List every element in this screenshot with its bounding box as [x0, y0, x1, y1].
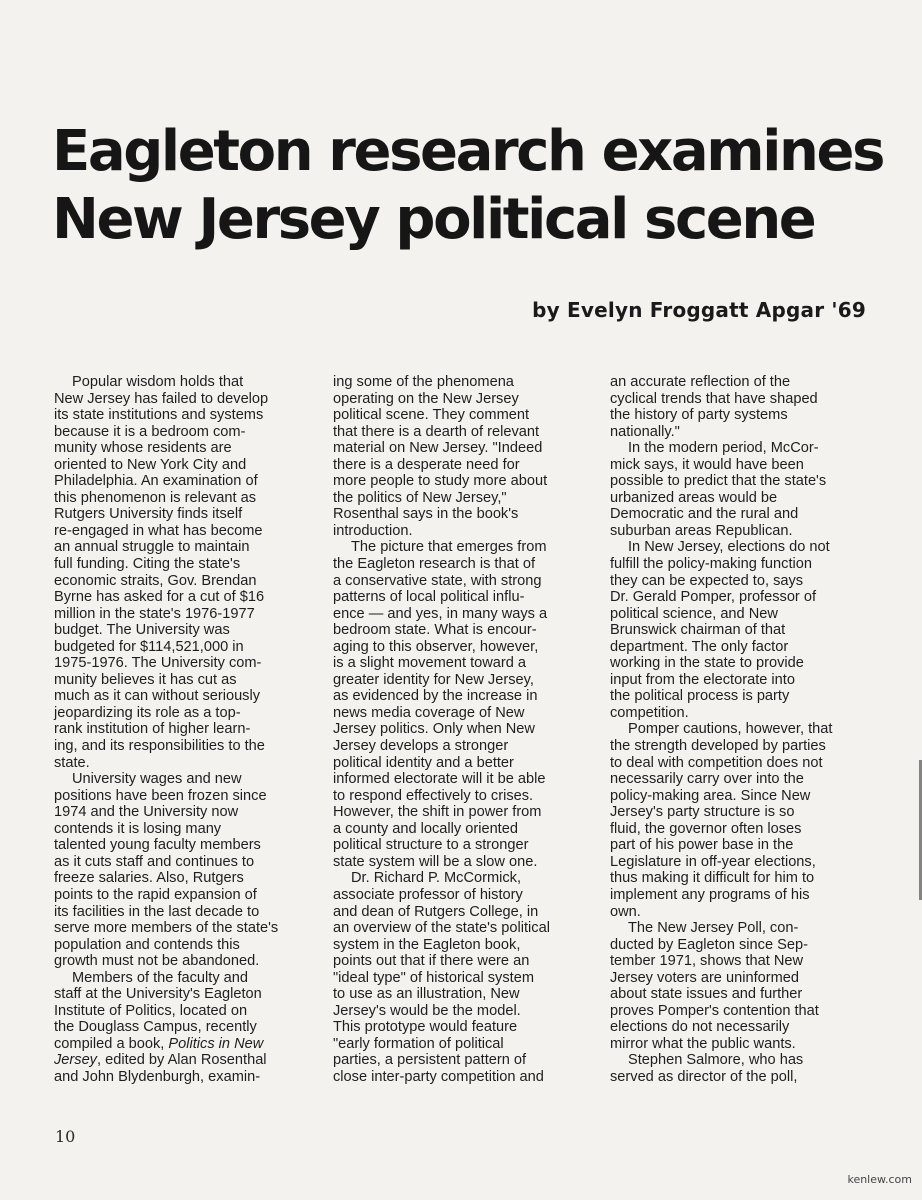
text-line: to deal with competition does not: [610, 754, 823, 771]
text-line: they can be expected to, says: [610, 572, 804, 589]
text-line: tember 1971, shows that New: [610, 953, 804, 970]
text-line: Brunswick chairman of that: [610, 622, 786, 639]
text-line: elections do not necessarily: [610, 1019, 790, 1036]
text-line: the political process is party: [610, 688, 790, 705]
headline-line-1: Eagleton research examines: [52, 119, 884, 184]
text-line: greater identity for New Jersey,: [333, 671, 534, 688]
text-line: re-engaged in what has become: [54, 522, 263, 539]
text-line: economic straits, Gov. Brendan: [54, 572, 257, 589]
text-column-3: [610, 374, 862, 1086]
text-line: rank institution of higher learn-: [54, 721, 251, 738]
text-line: there is a desperate need for: [333, 456, 520, 473]
text-line: to respond effectively to crises.: [333, 787, 534, 804]
text-line: Jersey politics. Only when New: [333, 721, 535, 738]
text-line: compiled a book, Politics in New: [54, 1035, 264, 1052]
text-line: and dean of Rutgers College, in: [333, 903, 539, 920]
text-line: suburban areas Republican.: [610, 522, 793, 539]
text-line: the history of party systems: [610, 407, 788, 424]
text-line: material on New Jersey. "Indeed: [333, 440, 543, 457]
text-line: Rutgers University finds itself: [54, 506, 243, 523]
text-line: Jersey's party structure is so: [610, 804, 795, 821]
text-line: as evidenced by the increase in: [333, 688, 538, 705]
text-line: thus making it difficult for him to: [610, 870, 815, 887]
text-line: Philadelphia. An examination of: [54, 473, 258, 490]
text-line: points out that if there were an: [333, 953, 530, 970]
text-line: growth must not be abandoned.: [54, 953, 260, 970]
text-line: state system will be a slow one.: [333, 853, 538, 870]
text-line: informed electorate will it be able: [333, 771, 546, 788]
text-line: part of his power base in the: [610, 837, 794, 854]
text-line: budget. The University was: [54, 622, 230, 639]
text-line: associate professor of history: [333, 886, 523, 903]
text-line: and John Blydenburgh, examin-: [54, 1068, 261, 1085]
text-line: Members of the faculty and: [72, 969, 249, 986]
text-line: munity believes it has cut as: [54, 671, 237, 688]
text-column-2: [333, 374, 589, 1086]
text-line: 1974 and the University now: [54, 804, 239, 821]
text-line: policy-making area. Since New: [610, 787, 811, 804]
text-line: the Eagleton research is that of: [333, 556, 536, 573]
text-line: full funding. Citing the state's: [54, 556, 241, 573]
book-title: Politics in New: [168, 1035, 264, 1052]
text-line: ing, and its responsibilities to the: [54, 738, 265, 755]
text-line: million in the state's 1976-1977: [54, 605, 255, 622]
text-line: own.: [610, 903, 641, 920]
text-line: more people to study more about: [333, 473, 548, 490]
text-line: In New Jersey, elections do not: [628, 539, 830, 556]
headline-line-2: New Jersey political scene: [52, 187, 815, 252]
text-line: as it cuts staff and continues to: [54, 853, 255, 870]
text-line: points to the rapid expansion of: [54, 886, 257, 903]
book-title: Jersey: [54, 1052, 97, 1069]
text-line: political science, and New: [610, 605, 778, 622]
text-line: Byrne has asked for a cut of $16: [54, 589, 265, 606]
text-line: news media coverage of New: [333, 704, 525, 721]
text-line: the strength developed by parties: [610, 738, 826, 755]
text-line: a county and locally oriented: [333, 820, 518, 837]
text-line: the Douglass Campus, recently: [54, 1019, 257, 1036]
text-line: talented young faculty members: [54, 837, 261, 854]
text-line: 1975-1976. The University com-: [54, 655, 262, 672]
text-line: However, the shift in power from: [333, 804, 542, 821]
text-line: The picture that emerges from: [351, 539, 547, 556]
text-line: Rosenthal says in the book's: [333, 506, 519, 523]
text-line: population and contends this: [54, 936, 240, 953]
text-line: This prototype would feature: [333, 1019, 518, 1036]
text-line: mirror what the public wants.: [610, 1035, 796, 1052]
text-line: Legislature in off-year elections,: [610, 853, 816, 870]
text-line: implement any programs of his: [610, 886, 810, 903]
text-line: oriented to New York City and: [54, 456, 247, 473]
text-line: budgeted for $114,521,000 in: [54, 638, 244, 655]
text-line: "early formation of political: [333, 1035, 504, 1052]
text-line: served as director of the poll,: [610, 1068, 798, 1085]
text-line: Pomper cautions, however, that: [628, 721, 833, 738]
text-line: Dr. Richard P. McCormick,: [351, 870, 522, 887]
text-line: University wages and new: [72, 771, 242, 788]
text-line: staff at the University's Eagleton: [54, 986, 262, 1003]
text-line: department. The only factor: [610, 638, 789, 655]
text-line: Jersey develops a stronger: [333, 738, 509, 755]
text-line: In the modern period, McCor-: [628, 440, 819, 457]
text-line: an accurate reflection of the: [610, 374, 791, 390]
text-line: Stephen Salmore, who has: [628, 1052, 804, 1069]
text-line: urbanized areas would be: [610, 489, 778, 506]
text-line: necessarily carry over into the: [610, 771, 804, 788]
text-line: state.: [54, 754, 90, 771]
text-line: possible to predict that the state's: [610, 473, 827, 490]
text-line: because it is a bedroom com-: [54, 423, 246, 440]
byline: by Evelyn Froggatt Apgar '69: [532, 298, 866, 322]
text-line: an annual struggle to maintain: [54, 539, 250, 556]
text-line: is a slight movement toward a: [333, 655, 527, 672]
text-line: positions have been frozen since: [54, 787, 267, 804]
text-line: political identity and a better: [333, 754, 514, 771]
text-line: The New Jersey Poll, con-: [628, 920, 799, 937]
text-line: Democratic and the rural and: [610, 506, 799, 523]
text-line: nationally.": [610, 423, 680, 440]
text-line: fulfill the policy-making function: [610, 556, 812, 573]
text-line: working in the state to provide: [610, 655, 804, 672]
text-line: patterns of local political influ-: [333, 589, 525, 606]
text-line: contends it is losing many: [54, 820, 222, 837]
text-line: system in the Eagleton book,: [333, 936, 521, 953]
text-line: a conservative state, with strong: [333, 572, 542, 589]
text-line: Dr. Gerald Pomper, professor of: [610, 589, 817, 606]
text-line: close inter-party competition and: [333, 1068, 544, 1085]
text-line: Popular wisdom holds that: [72, 374, 244, 390]
text-line: much as it can without seriously: [54, 688, 261, 705]
text-line: proves Pomper's contention that: [610, 1002, 819, 1019]
text-line: Jersey voters are uninformed: [610, 969, 799, 986]
page-number: 10: [55, 1127, 76, 1146]
text-line: about state issues and further: [610, 986, 803, 1003]
text-line: its state institutions and systems: [54, 407, 264, 424]
text-line: serve more members of the state's: [54, 920, 279, 937]
text-line: cyclical trends that have shaped: [610, 390, 818, 407]
text-line: fluid, the governor often loses: [610, 820, 802, 837]
text-line: operating on the New Jersey: [333, 390, 519, 407]
text-line: political scene. They comment: [333, 407, 530, 424]
watermark: kenlew.com: [847, 1173, 912, 1186]
text-line: the politics of New Jersey,": [333, 489, 507, 506]
text-line: introduction.: [333, 522, 413, 539]
text-line: this phenomenon is relevant as: [54, 489, 257, 506]
text-line: Jersey, edited by Alan Rosenthal: [54, 1052, 267, 1069]
text-line: New Jersey has failed to develop: [54, 390, 269, 407]
text-line: ing some of the phenomena: [333, 374, 514, 390]
text-column-1: [54, 374, 312, 1086]
text-line: ducted by Eagleton since Sep-: [610, 936, 808, 953]
text-line: Jersey's would be the model.: [333, 1002, 521, 1019]
text-line: ence — and yes, in many ways a: [333, 605, 548, 622]
text-line: mick says, it would have been: [610, 456, 804, 473]
text-line: that there is a dearth of relevant: [333, 423, 540, 440]
text-line: freeze salaries. Also, Rutgers: [54, 870, 244, 887]
text-line: competition.: [610, 704, 689, 721]
text-line: input from the electorate into: [610, 671, 795, 688]
text-line: political structure to a stronger: [333, 837, 529, 854]
text-line: parties, a persistent pattern of: [333, 1052, 527, 1069]
text-line: Institute of Politics, located on: [54, 1002, 248, 1019]
text-line: to use as an illustration, New: [333, 986, 520, 1003]
text-line: aging to this observer, however,: [333, 638, 539, 655]
text-line: bedroom state. What is encour-: [333, 622, 537, 639]
text-line: jeopardizing its role as a top-: [54, 704, 241, 721]
text-line: munity whose residents are: [54, 440, 232, 457]
text-line: its facilities in the last decade to: [54, 903, 260, 920]
text-line: an overview of the state's political: [333, 920, 550, 937]
article-headline: [52, 118, 912, 254]
text-line: "ideal type" of historical system: [333, 969, 534, 986]
